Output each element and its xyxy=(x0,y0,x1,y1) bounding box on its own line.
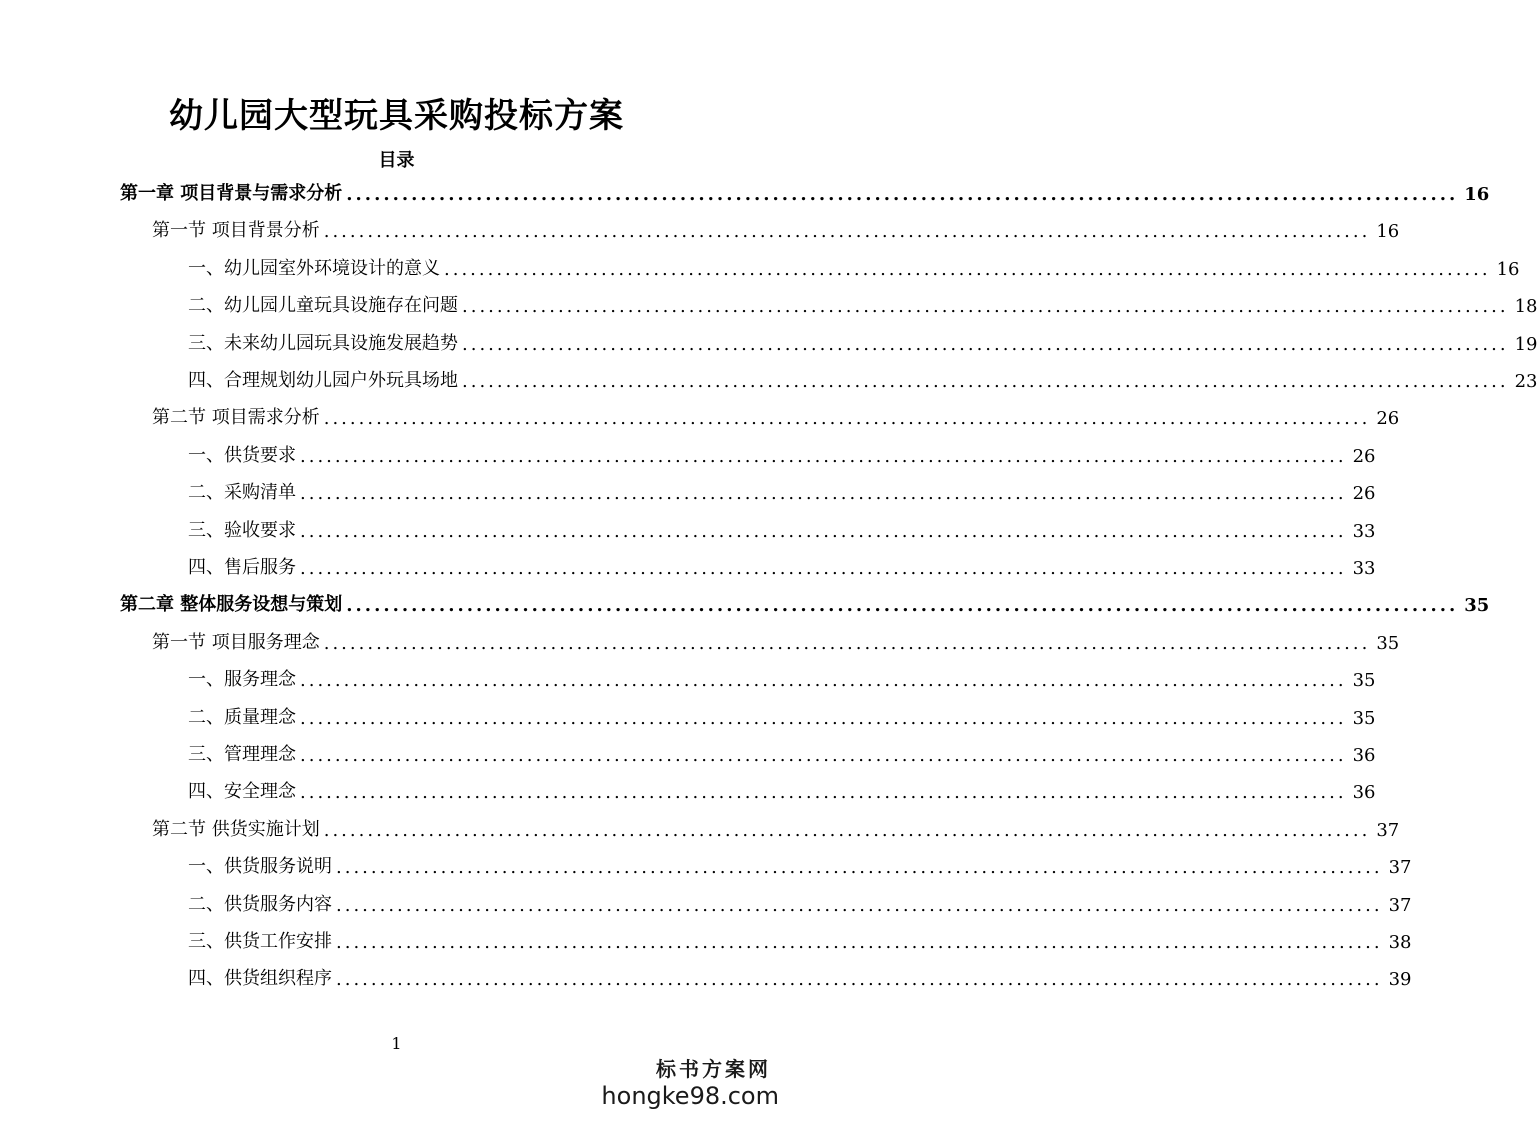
watermark-en-text: hongke98.com xyxy=(601,1082,779,1110)
toc-item-entry[interactable] xyxy=(188,923,1412,953)
toc-dot-leader: ........................................................................................................................ xyxy=(346,595,1459,617)
toc-dot-leader: ........................................................................................................................ xyxy=(300,707,1347,729)
toc-item-entry[interactable] xyxy=(188,250,1520,280)
toc-entry-label: 三、验收要求 xyxy=(188,519,296,541)
toc-entry-label: 四、售后服务 xyxy=(188,557,296,578)
toc-entry-label: 三、供货工作安排 xyxy=(188,931,332,952)
toc-entry-page: 36 xyxy=(1352,782,1376,804)
toc-entry-page: 19 xyxy=(1514,333,1538,355)
toc-dot-leader: ........................................................................................................................ xyxy=(462,296,1509,318)
toc-entry-page: 37 xyxy=(1388,857,1412,879)
toc-dot-leader: ........................................................................................................................ xyxy=(336,932,1383,953)
toc-item-entry[interactable] xyxy=(188,736,1376,766)
toc-entry-page: 35 xyxy=(1352,707,1376,729)
toc-entry-label: 一、供货要求 xyxy=(188,444,296,466)
toc-section-entry[interactable] xyxy=(152,399,1400,430)
toc-entry-page: 35 xyxy=(1376,632,1400,654)
toc-item-entry[interactable] xyxy=(188,512,1376,542)
site-watermark xyxy=(601,1053,779,1110)
toc-dot-leader: ........................................................................................................................ xyxy=(462,371,1509,392)
toc-entry-page: 16 xyxy=(1376,221,1400,243)
toc-item-entry[interactable] xyxy=(188,699,1376,729)
watermark-cn-text: 标书方案网 xyxy=(656,1057,771,1081)
toc-dot-leader: ........................................................................................................................ xyxy=(323,819,1371,841)
toc-entry-label: 二、采购清单 xyxy=(188,482,296,504)
toc-item-entry[interactable] xyxy=(188,773,1376,804)
toc-dot-leader: ........................................................................................................................ xyxy=(336,969,1383,991)
toc-dot-leader: ........................................................................................................................ xyxy=(323,221,1371,243)
toc-item-entry[interactable] xyxy=(188,960,1412,991)
toc-entry-page: 18 xyxy=(1514,296,1538,318)
toc-chapter-entry[interactable] xyxy=(120,175,1490,205)
toc-entry-label: 四、安全理念 xyxy=(188,781,296,803)
toc-entry-label: 第一节 项目服务理念 xyxy=(152,631,320,653)
toc-dot-leader: ........................................................................................................................ xyxy=(346,184,1459,205)
toc-entry-page: 36 xyxy=(1352,745,1376,766)
toc-entry-label: 二、质量理念 xyxy=(188,706,296,728)
toc-dot-leader: ........................................................................................................................ xyxy=(300,670,1347,692)
toc-dot-leader: ........................................................................................................................ xyxy=(336,857,1383,879)
toc-item-entry[interactable] xyxy=(188,886,1412,916)
toc-dot-leader: ........................................................................................................................ xyxy=(462,333,1509,355)
toc-section-entry[interactable] xyxy=(152,624,1400,654)
toc-dot-leader: ........................................................................................................................ xyxy=(300,558,1347,579)
page-number: 1 xyxy=(391,1034,402,1053)
toc-entry-page: 37 xyxy=(1388,894,1412,916)
toc-dot-leader: ........................................................................................................................ xyxy=(444,258,1491,280)
toc-item-entry[interactable] xyxy=(188,287,1538,318)
toc-dot-leader: ........................................................................................................................ xyxy=(336,894,1383,916)
toc-entry-page: 33 xyxy=(1352,558,1376,579)
toc-entry-label: 第一章 项目背景与需求分析 xyxy=(120,183,343,204)
toc-item-entry[interactable] xyxy=(188,661,1376,692)
toc-entry-page: 26 xyxy=(1376,408,1400,430)
toc-entry-page: 35 xyxy=(1464,595,1490,617)
toc-chapter-entry[interactable] xyxy=(120,586,1490,617)
toc-item-entry[interactable] xyxy=(188,437,1376,467)
toc-entry-page: 26 xyxy=(1352,445,1376,467)
toc-dot-leader: ........................................................................................................................ xyxy=(300,782,1347,804)
toc-entry-label: 三、管理理念 xyxy=(188,744,296,765)
toc-entry-page: 16 xyxy=(1464,184,1490,205)
toc-entry-label: 第一节 项目背景分析 xyxy=(152,220,320,242)
toc-entry-label: 第二节 项目需求分析 xyxy=(152,407,320,429)
toc-entry-page: 23 xyxy=(1514,371,1538,392)
toc-dot-leader: ........................................................................................................................ xyxy=(300,520,1347,542)
toc-dot-leader: ........................................................................................................................ xyxy=(323,408,1371,430)
toc-entry-label: 第二章 整体服务设想与策划 xyxy=(120,594,343,616)
toc-entry-label: 四、供货组织程序 xyxy=(188,968,332,990)
toc-entry-label: 二、幼儿园儿童玩具设施存在问题 xyxy=(188,295,458,317)
toc-item-entry[interactable] xyxy=(188,362,1538,392)
toc-item-entry[interactable] xyxy=(188,549,1376,579)
toc-dot-leader: ........................................................................................................................ xyxy=(300,445,1347,467)
toc-entry-page: 26 xyxy=(1352,483,1376,505)
toc-section-entry[interactable] xyxy=(152,811,1400,841)
toc-item-entry[interactable] xyxy=(188,474,1376,505)
toc-dot-leader: ........................................................................................................................ xyxy=(323,632,1371,654)
toc-entry-page: 39 xyxy=(1388,969,1412,991)
toc-entry-label: 二、供货服务内容 xyxy=(188,893,332,915)
toc-entry-label: 三、未来幼儿园玩具设施发展趋势 xyxy=(188,332,458,354)
toc-section-entry[interactable] xyxy=(152,212,1400,243)
toc-entry-page: 38 xyxy=(1388,932,1412,953)
toc-entry-label: 一、幼儿园室外环境设计的意义 xyxy=(188,257,440,279)
toc-item-entry[interactable] xyxy=(188,848,1412,879)
toc-entry-page: 33 xyxy=(1352,520,1376,542)
toc-entry-label: 第二节 供货实施计划 xyxy=(152,818,320,840)
document-title: 幼儿园大型玩具采购投标方案 xyxy=(169,96,624,136)
toc-heading: 目录 xyxy=(378,150,415,171)
toc-entry-label: 四、合理规划幼儿园户外玩具场地 xyxy=(188,370,458,391)
toc-entry-page: 35 xyxy=(1352,670,1376,692)
toc-entry-label: 一、服务理念 xyxy=(188,669,296,691)
toc-entry-page: 16 xyxy=(1496,258,1520,280)
toc-entry-page: 37 xyxy=(1376,819,1400,841)
toc-entry-label: 一、供货服务说明 xyxy=(188,856,332,878)
toc-dot-leader: ........................................................................................................................ xyxy=(300,745,1347,766)
toc-dot-leader: ........................................................................................................................ xyxy=(300,483,1347,505)
toc-item-entry[interactable] xyxy=(188,325,1538,355)
